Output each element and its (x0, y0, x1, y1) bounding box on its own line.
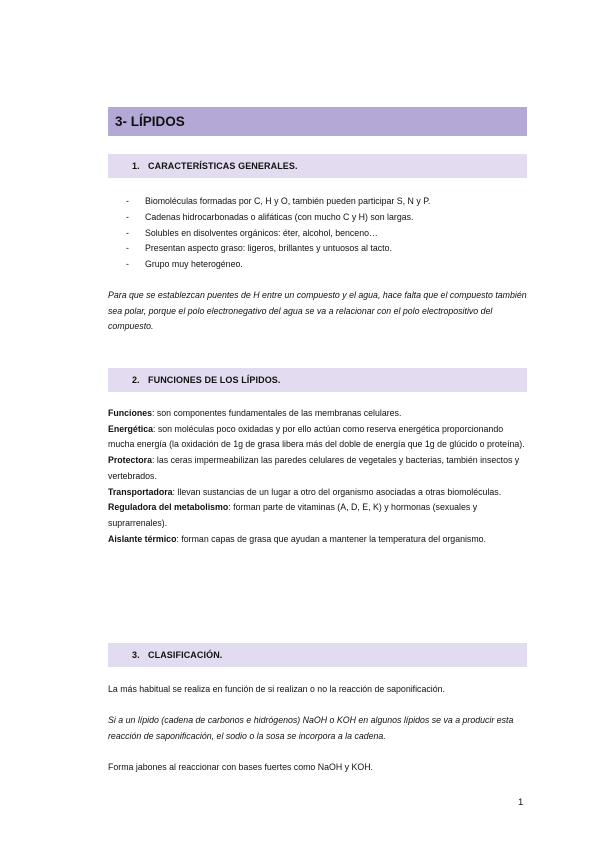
function-term: Protectora (108, 455, 152, 466)
function-term: Aislante térmico (108, 533, 177, 544)
functions-list (108, 406, 530, 547)
function-term: Reguladora del metabolismo (108, 502, 229, 513)
bullet-dash: - (126, 243, 129, 254)
classification-paragraph: La más habitual se realiza en función de si realizan o no la reacción de saponificación. (108, 684, 445, 694)
section-number: 3. (132, 650, 140, 660)
page-title: 3- LÍPIDOS (108, 107, 527, 136)
function-item: Transportadora: llevan sustancias de un lugar a otro del organismo asociadas a otras biomoléculas. (108, 486, 502, 497)
saponification-paragraph: Si a un lípido (cadena de carbonos e hidrógenos) NaOH o KOH en algunos lípidos se va a producir esta reacción de saponificación, el sodio o la sosa se incorpora a la cadena. (108, 715, 514, 741)
bullet-dash: - (126, 227, 129, 238)
function-item: Protectora: las ceras impermeabilizan las paredes celulares de vegetales y bacterias, también insectos y vertebrados. (108, 455, 520, 481)
function-term: Transportadora (108, 486, 173, 497)
section-title: CARACTERÍSTICAS GENERALES. (148, 161, 298, 171)
function-term: Energética (108, 423, 153, 434)
bullet-dash: - (126, 211, 129, 222)
function-item: Funciones: son componentes fundamentales de las membranas celulares. (108, 408, 402, 418)
bullet-dash: - (126, 259, 129, 270)
characteristics-list (126, 194, 526, 273)
soaps-paragraph: Forma jabones al reaccionar con bases fuertes como NaOH y KOH. (108, 762, 373, 772)
section-title: CLASIFICACIÓN. (148, 650, 223, 660)
list-item: - Presentan aspecto graso: ligeros, brillantes y untuosos al tacto. (126, 241, 526, 257)
section-number: 1. (132, 161, 140, 171)
polar-note-paragraph: Para que se establezcan puentes de H entre un compuesto y el agua, hace falta que el compuesto también sea polar, porque el polo electronegativo del agua se va a relacionar con el polo electropositivo del compuesto. (108, 290, 527, 332)
section-heading-functions (108, 368, 527, 392)
section-title: FUNCIONES DE LOS LÍPIDOS. (148, 375, 281, 385)
function-term: Funciones (108, 408, 152, 418)
function-item: Reguladora del metabolismo: forman parte de vitaminas (A, D, E, K) y hormonas (sexuales y suprarrenales). (108, 502, 478, 528)
list-item: - Cadenas hidrocarbonadas o alifáticas (con mucho C y H) son largas. (126, 210, 526, 226)
function-item: Energética: son moléculas poco oxidadas y por ello actúan como reserva energética proporcionando mucha energía (la oxidación de 1g de grasa libera más del doble de energía que 1g de glúcido o proteína). (108, 423, 525, 450)
bullet-dash: - (126, 196, 129, 206)
list-item: - Grupo muy heterogéneo. (126, 257, 526, 273)
list-item: - Biomoléculas formadas por C, H y O, también pueden participar S, N y P. (126, 194, 526, 210)
function-item: Aislante térmico: forman capas de grasa que ayudan a mantener la temperatura del organismo. (108, 533, 486, 544)
section-heading-classification (108, 643, 527, 667)
page-number: 1 (518, 797, 524, 808)
section-number: 2. (132, 375, 140, 385)
list-item: - Solubles en disolventes orgánicos: éter, alcohol, benceno… (126, 226, 526, 242)
section-heading-characteristics (108, 154, 527, 178)
